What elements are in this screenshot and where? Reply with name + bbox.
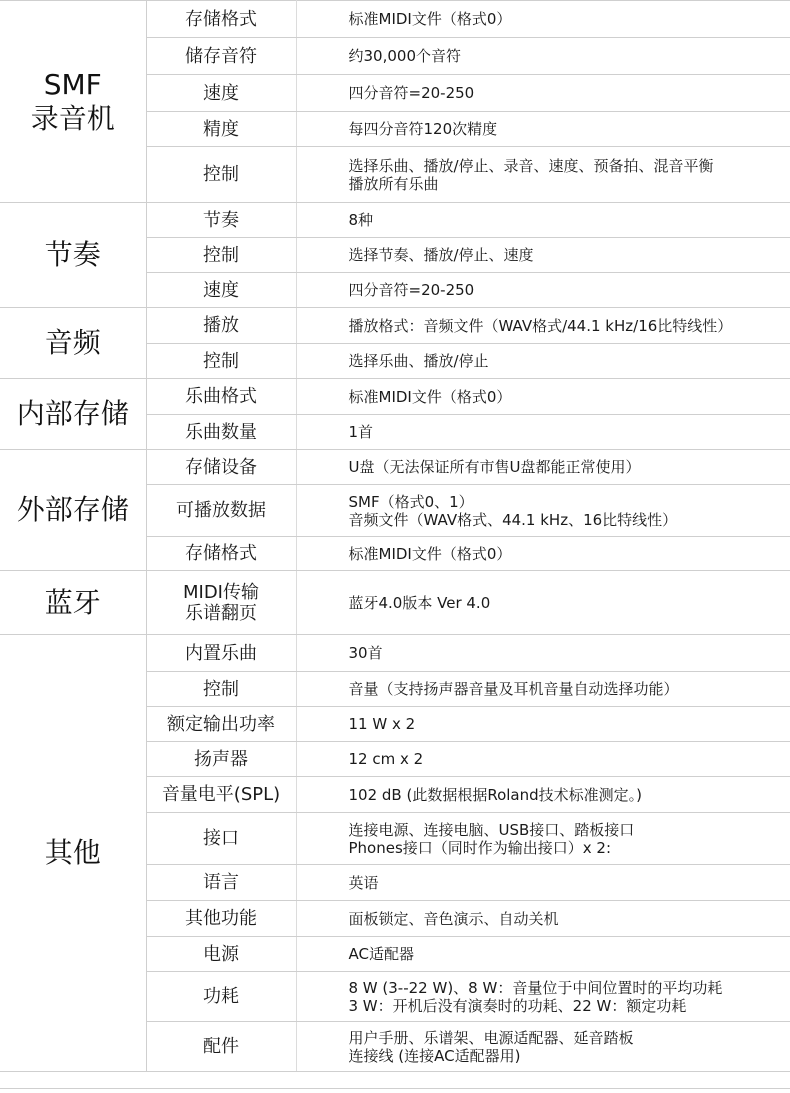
value-line: AC适配器 [348,945,414,963]
key-line: 功耗 [203,986,239,1007]
category-label [0,379,146,450]
spec-value [296,865,790,901]
key-line: 速度 [203,279,239,301]
value-line: 1首 [348,423,374,441]
value-line: 选择乐曲、播放/停止 [348,352,489,370]
spec-row [0,203,790,238]
spec-key [146,635,296,672]
spec-row [0,308,790,344]
spec-row [0,571,790,635]
spec-key [146,147,296,203]
category-line: 录音机 [30,101,115,135]
category-label [0,308,146,379]
spec-value [296,537,790,571]
spec-value [296,901,790,937]
spec-value [296,147,790,203]
value-line: 102 dB (此数据根据Roland技术标准测定。) [348,785,642,804]
key-line: 控制 [203,678,239,700]
category-label [0,635,146,1072]
spec-value [296,344,790,379]
key-line: 控制 [203,164,239,185]
key-line: 精度 [203,118,239,140]
key-line: 储存音符 [185,45,257,67]
value-line: 8种 [348,211,374,229]
key-line: 存储格式 [185,543,257,564]
spec-key [146,707,296,742]
key-line: 内置乐曲 [185,642,257,664]
spec-key [146,742,296,777]
spec-value [296,308,790,344]
spec-key [146,203,296,238]
value-line: 四分音符=20-250 [348,84,475,102]
spec-key [146,537,296,571]
spec-value [296,707,790,742]
value-line: SMF（格式0、1） [348,492,474,511]
spec-value [296,450,790,485]
spec-value [296,1022,790,1072]
spec-value [296,238,790,273]
empty-cell [0,1072,790,1089]
spec-table-body [0,1,790,1089]
spec-key [146,672,296,707]
value-line: 30首 [348,644,383,662]
value-line: 连接线 (连接AC适配器用) [348,1046,521,1065]
value-line: Phones接口（同时作为输出接口）x 2: [348,838,612,857]
spec-key [146,972,296,1022]
spec-key [146,485,296,537]
key-line: 语言 [203,872,239,893]
spec-key [146,379,296,415]
value-line: 四分音符=20-250 [348,281,475,299]
spec-key [146,901,296,937]
spec-value [296,937,790,972]
category-line: 外部存储 [16,493,129,526]
key-line: 节奏 [203,209,239,231]
spec-key [146,1,296,38]
category-line: 节奏 [44,238,101,271]
value-line: 连接电源、连接电脑、USB接口、踏板接口 [348,820,635,839]
spec-key [146,238,296,273]
value-line: 每四分音符120次精度 [348,120,498,138]
category-line: 内部存储 [16,397,129,430]
spec-value [296,777,790,813]
spec-value [296,972,790,1022]
value-line: 播放所有乐曲 [348,174,439,193]
spec-row [0,1,790,38]
key-line: 接口 [203,828,239,849]
spec-value [296,379,790,415]
category-label [0,450,146,571]
spec-key [146,38,296,75]
spec-key [146,344,296,379]
category-line: 音频 [44,326,101,359]
spec-value [296,415,790,450]
value-line: 面板锁定、音色演示、自动关机 [348,909,559,928]
key-line: 其他功能 [185,908,257,929]
key-line: 额定输出功率 [167,713,275,735]
spec-value [296,1,790,38]
spec-key [146,1022,296,1072]
spec-row [0,379,790,415]
spec-key [146,415,296,450]
category-line: SMF [43,67,102,101]
value-line: 12 cm x 2 [348,750,424,768]
spec-row [0,635,790,672]
value-line: 音频文件（WAV格式、44.1 kHz、16比特线性） [348,510,678,529]
value-line: U盘（无法保证所有市售U盘都能正常使用） [348,458,641,476]
spec-value [296,813,790,865]
value-line: 8 W (3--22 W)、8 W：音量位于中间位置时的平均功耗 [348,978,723,997]
value-line: 标准MIDI文件（格式0） [348,544,512,563]
spec-value [296,273,790,308]
key-line: 乐曲格式 [185,386,257,407]
key-line: 存储格式 [185,8,257,30]
value-line: 英语 [348,873,379,892]
spec-value [296,485,790,537]
key-line: 控制 [203,350,239,372]
key-line: 播放 [203,315,239,336]
spec-key [146,571,296,635]
value-line: 播放格式：音频文件（WAV格式/44.1 kHz/16比特线性） [348,316,733,335]
spec-key [146,112,296,147]
key-line: 乐曲数量 [185,421,257,443]
spec-value [296,672,790,707]
value-line: 约30,000个音符 [348,47,461,65]
key-line: 可播放数据 [176,500,266,521]
spec-key [146,273,296,308]
value-line: 蓝牙4.0版本 Ver 4.0 [348,593,491,612]
spec-value [296,203,790,238]
spec-key [146,75,296,112]
spec-key [146,813,296,865]
spec-value [296,75,790,112]
spec-value [296,38,790,75]
key-line: 存储设备 [185,456,257,478]
category-line: 其他 [44,836,101,869]
category-line: 蓝牙 [44,585,101,619]
spec-row [0,450,790,485]
key-line: 乐谱翻页 [185,602,257,624]
key-line: 音量电平(SPL) [161,784,281,805]
category-label [0,571,146,635]
category-label [0,203,146,308]
value-line: 选择乐曲、播放/停止、录音、速度、预备拍、混音平衡 [348,156,714,175]
spec-key [146,865,296,901]
spec-row-empty [0,1072,790,1089]
value-line: 标准MIDI文件（格式0） [348,10,512,28]
key-line: MIDI传输 [182,581,259,603]
value-line: 11 W x 2 [348,715,416,733]
value-line: 选择节奏、播放/停止、速度 [348,246,534,264]
spec-key [146,308,296,344]
spec-key [146,777,296,813]
spec-value [296,742,790,777]
spec-value [296,635,790,672]
category-label [0,1,146,203]
value-line: 音量（支持扬声器音量及耳机音量自动选择功能） [348,680,679,698]
spec-value [296,112,790,147]
spec-value [296,571,790,635]
spec-key [146,450,296,485]
key-line: 速度 [203,82,239,104]
value-line: 3 W：开机后没有演奏时的功耗、22 W：额定功耗 [348,996,687,1015]
key-line: 控制 [203,244,239,266]
value-line: 标准MIDI文件（格式0） [348,387,512,406]
key-line: 配件 [203,1036,239,1057]
spec-key [146,937,296,972]
value-line: 用户手册、乐谱架、电源适配器、延音踏板 [348,1028,634,1047]
key-line: 扬声器 [194,748,248,770]
key-line: 电源 [203,943,239,965]
